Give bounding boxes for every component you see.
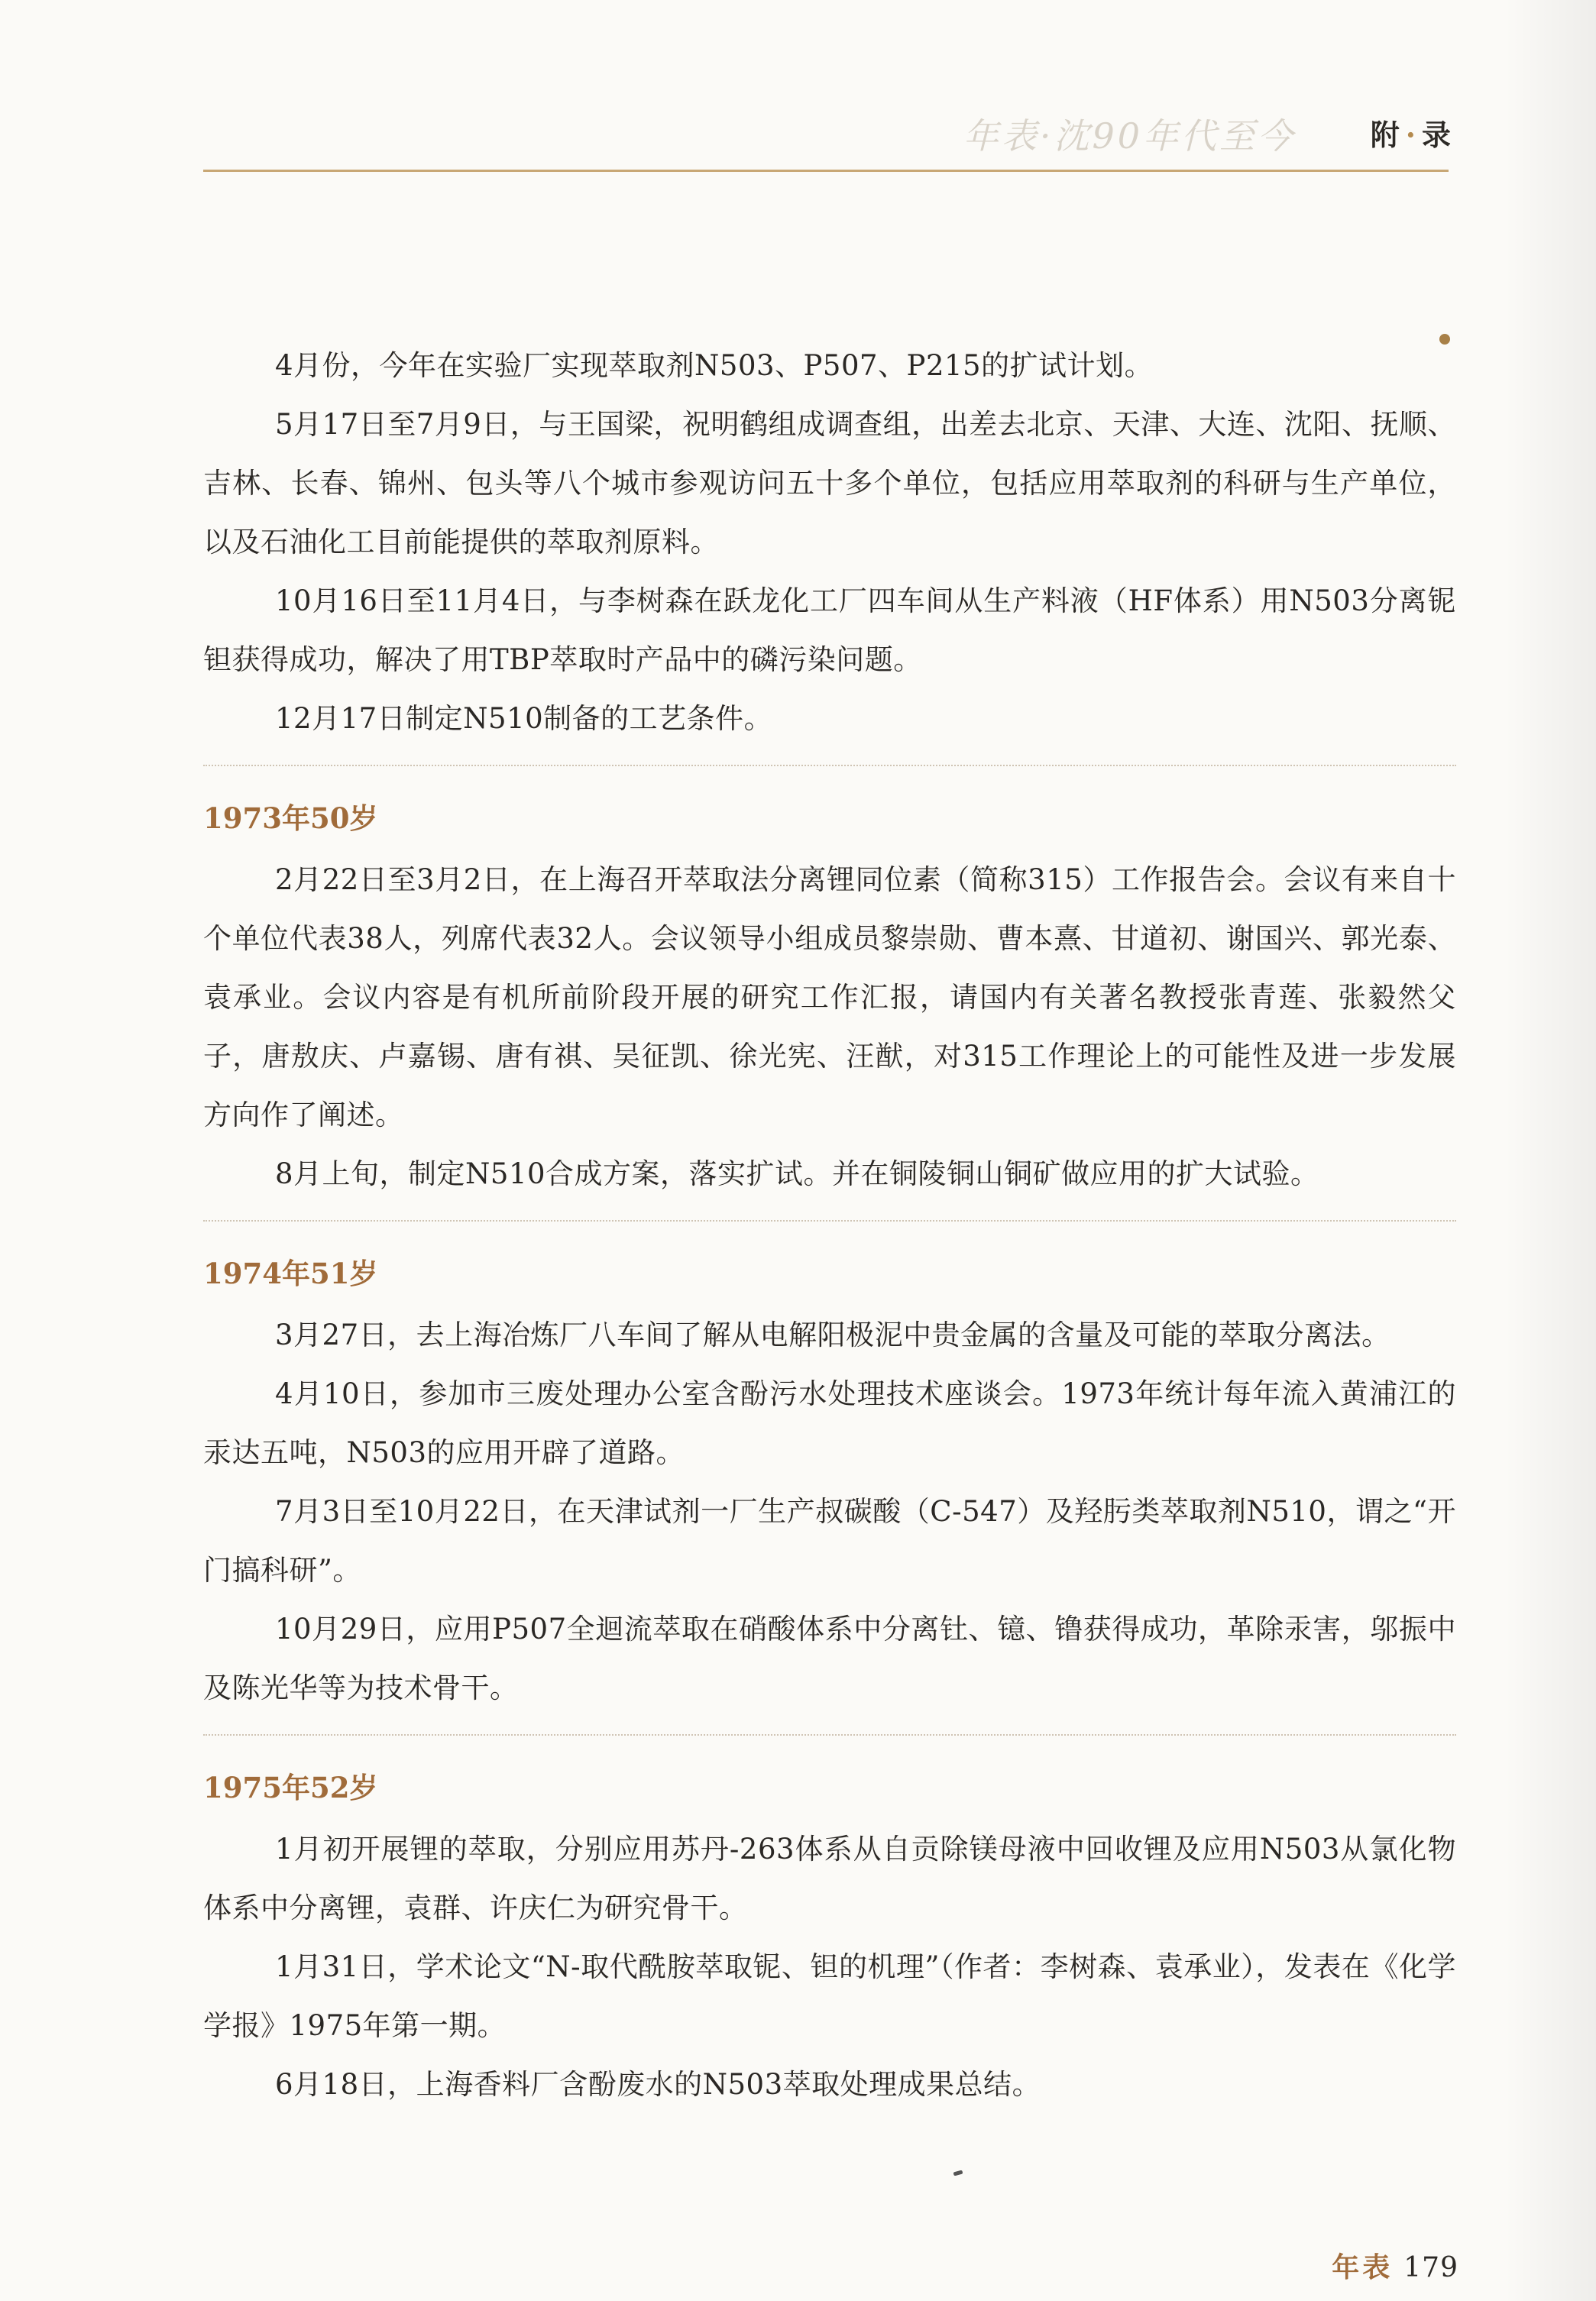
section-label — [1371, 112, 1452, 154]
paragraph: 12月17日制定N510制备的工艺条件。 — [275, 702, 773, 735]
paragraph: 7月3日至10月22日，在天津试剂一厂生产叔碳酸（C-547）及羟肟类萃取剂N510，谓之“开门搞科研”。 — [203, 1495, 1456, 1587]
paragraph: 4月10日，参加市三废处理办公室含酚污水处理技术座谈会。1973年统计每年流入黄浦江的汞达五吨，N503的应用开辟了道路。 — [203, 1377, 1456, 1469]
paragraph: 5月17日至7月9日，与王国梁，祝明鹤组成调查组，出差去北京、天津、大连、沈阳、抚顺、吉林、长春、锦州、包头等八个城市参观访问五十多个单位，包括应用萃取剂的科研与生产单位，以及石油化工目前能提供的萃取剂原料。 — [203, 408, 1456, 558]
paragraph: 6月18日，上海香料厂含酚废水的N503萃取处理成果总结。 — [275, 2068, 1041, 2101]
page-footer — [1332, 2246, 1458, 2285]
year-section-1973 — [203, 795, 1456, 1203]
section-label-part2: 录 — [1421, 118, 1452, 152]
paragraph: 1月31日，学术论文“N-取代酰胺萃取铌、钽的机理”（作者：李树森、袁承业），发表在《化学学报》1975年第一期。 — [203, 1950, 1456, 2042]
paragraph: 2月22日至3月2日，在上海召开萃取法分离锂同位素（简称315）工作报告会。会议有来自十个单位代表38人，列席代表32人。会议领导小组成员黎崇勋、曹本熹、甘道初、谢国兴、郭光泰、袁承业。会议内容是有机所前阶段开展的研究工作汇报，请国内有关著名教授张青莲、张毅然父子，唐敖庆、卢嘉锡、唐有祺、吴征凯、徐光宪、汪猷，对315工作理论上的可能性及进一步发展方向作了阐述。 — [203, 863, 1456, 1131]
year-section-1974 — [203, 1251, 1456, 1717]
section-divider — [203, 765, 1456, 766]
paragraph: 1月初开展锂的萃取，分别应用苏丹-263体系从自贡除镁母液中回收锂及应用N503从氯化物体系中分离锂，袁群、许庆仁为研究骨干。 — [203, 1833, 1456, 1924]
paragraph: 8月上旬，制定N510合成方案，落实扩试。并在铜陵铜山铜矿做应用的扩大试验。 — [275, 1157, 1319, 1190]
print-speck — [953, 2170, 963, 2176]
section-label-part1: 附 — [1370, 118, 1401, 152]
paragraph: 3月27日，去上海冶炼厂八车间了解从电解阳极泥中贵金属的含量及可能的萃取分离法。 — [275, 1319, 1390, 1351]
year-section-1975 — [203, 1765, 1456, 2114]
page-edge-shadow — [1504, 0, 1596, 2301]
section-label-dot: · — [1405, 118, 1417, 152]
page-number: 179 — [1403, 2252, 1458, 2283]
section-divider — [203, 1734, 1456, 1736]
header-bleed-through-text: 年表·沈90年代至今 — [963, 115, 1296, 157]
intro-block — [203, 336, 1456, 748]
year-heading: 1974年51岁 — [203, 1257, 378, 1290]
section-divider — [203, 1220, 1456, 1222]
year-heading: 1973年50岁 — [203, 801, 378, 835]
footer-label: 年表 — [1332, 2251, 1394, 2283]
page-content — [203, 336, 1456, 2114]
year-heading: 1975年52岁 — [203, 1771, 378, 1804]
header-rule — [203, 170, 1449, 172]
paragraph: 10月16日至11月4日，与李树森在跃龙化工厂四车间从生产料液（HF体系）用N503分离铌钽获得成功，解决了用TBP萃取时产品中的磷污染问题。 — [203, 584, 1456, 676]
page-header — [203, 0, 1456, 176]
paragraph: 10月29日，应用P507全迴流萃取在硝酸体系中分离钍、镱、镥获得成功，革除汞害，邬振中及陈光华等为技术骨干。 — [203, 1613, 1456, 1704]
paragraph: 4月份，今年在实验厂实现萃取剂N503、P507、P215的扩试计划。 — [275, 349, 1154, 382]
